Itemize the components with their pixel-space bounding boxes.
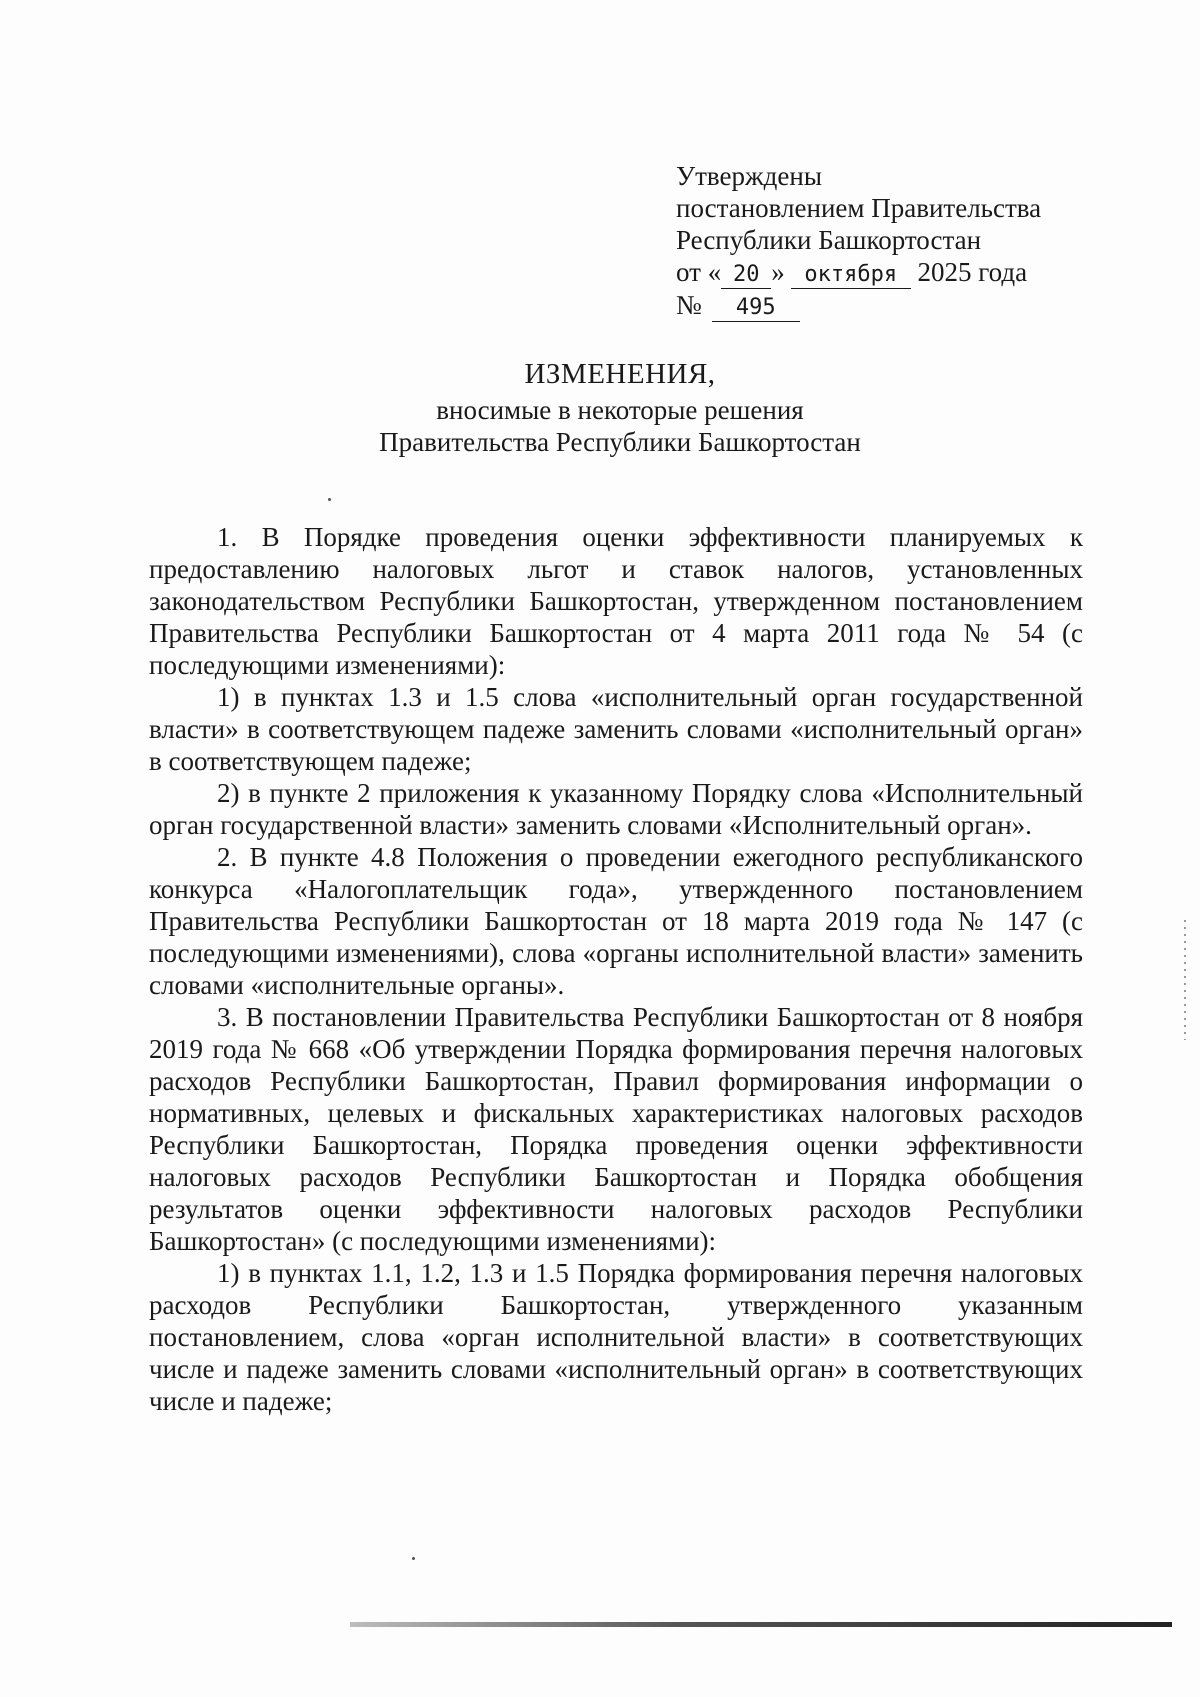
date-mid: »: [771, 257, 785, 287]
paragraph-2: 2. В пункте 4.8 Положения о проведении ежегодного республиканского конкурса «Налогоплательщик года», утвержденного постановлением Правительства Республики Башкортостан от 18 марта 2019 года № 147 (с последующими изменениями), слова «органы исполнительной власти» заменить словами «исполнительные органы».: [149, 842, 1083, 1000]
date-month: октября: [791, 262, 911, 289]
approval-block: [676, 160, 1116, 322]
number-value: 495: [712, 295, 800, 322]
date-year: 2025 года: [917, 257, 1028, 287]
approval-line-3: Республики Башкортостан: [676, 225, 982, 255]
scan-speck: [328, 498, 331, 501]
approval-line-2: постановлением Правительства: [676, 193, 1042, 223]
date-prefix: от «: [676, 257, 722, 287]
paragraph-1: 1. В Порядке проведения оценки эффективности планируемых к предоставлению налоговых льгот и ставок налогов, установленных законодательством Республики Башкортостан, утвержденном постановлением Правительства Республики Башкортостан от 4 марта 2011 года № 54 (с последующими изменениями):: [149, 522, 1083, 680]
document-subtitle-1: вносимые в некоторые решения: [436, 395, 804, 425]
scan-speck: [412, 1557, 415, 1560]
date-day: 20: [721, 262, 771, 289]
approval-number-line: [676, 289, 1116, 322]
approval-line-1: Утверждены: [676, 161, 822, 191]
page-bottom-rule: [350, 1622, 1172, 1627]
paragraph-1-1: 1) в пунктах 1.3 и 1.5 слова «исполнительный орган государственной власти» в соответствующем падеже заменить словами «исполнительный орган» в соответствующем падеже;: [149, 682, 1083, 776]
document-body: [149, 521, 1083, 1417]
paragraph-1-2: 2) в пункте 2 приложения к указанному Порядку слова «Исполнительный орган государственной власти» заменить словами «Исполнительный орган».: [149, 778, 1083, 840]
document-title-block: [300, 358, 940, 458]
paragraph-3: 3. В постановлении Правительства Республики Башкортостан от 8 ноября 2019 года № 668 «Об утверждении Порядка формирования перечня налоговых расходов Республики Башкортостан, Правил формирования информации о нормативных, целевых и фискальных характеристиках налоговых расходов Республики Башкортостан, Порядка проведения оценки эффективности налоговых расходов Республики Башкортостан и Порядка обобщения результатов оценки эффективности налоговых расходов Республики Башкортостан» (с последующими изменениями):: [149, 1002, 1083, 1256]
approval-date-line: [676, 256, 1116, 289]
document-subtitle-2: Правительства Республики Башкортостан: [379, 427, 861, 457]
scan-edge-artifact: [1184, 920, 1186, 1040]
number-prefix: №: [676, 290, 702, 320]
document-title: ИЗМЕНЕНИЯ,: [524, 358, 716, 390]
paragraph-3-1: 1) в пунктах 1.1, 1.2, 1.3 и 1.5 Порядка формирования перечня налоговых расходов Республики Башкортостан, утвержденного указанным постановлением, слова «орган исполнительной власти» в соответствующих числе и падеже заменить словами «исполнительный орган» в соответствующих числе и падеже;: [149, 1258, 1083, 1416]
